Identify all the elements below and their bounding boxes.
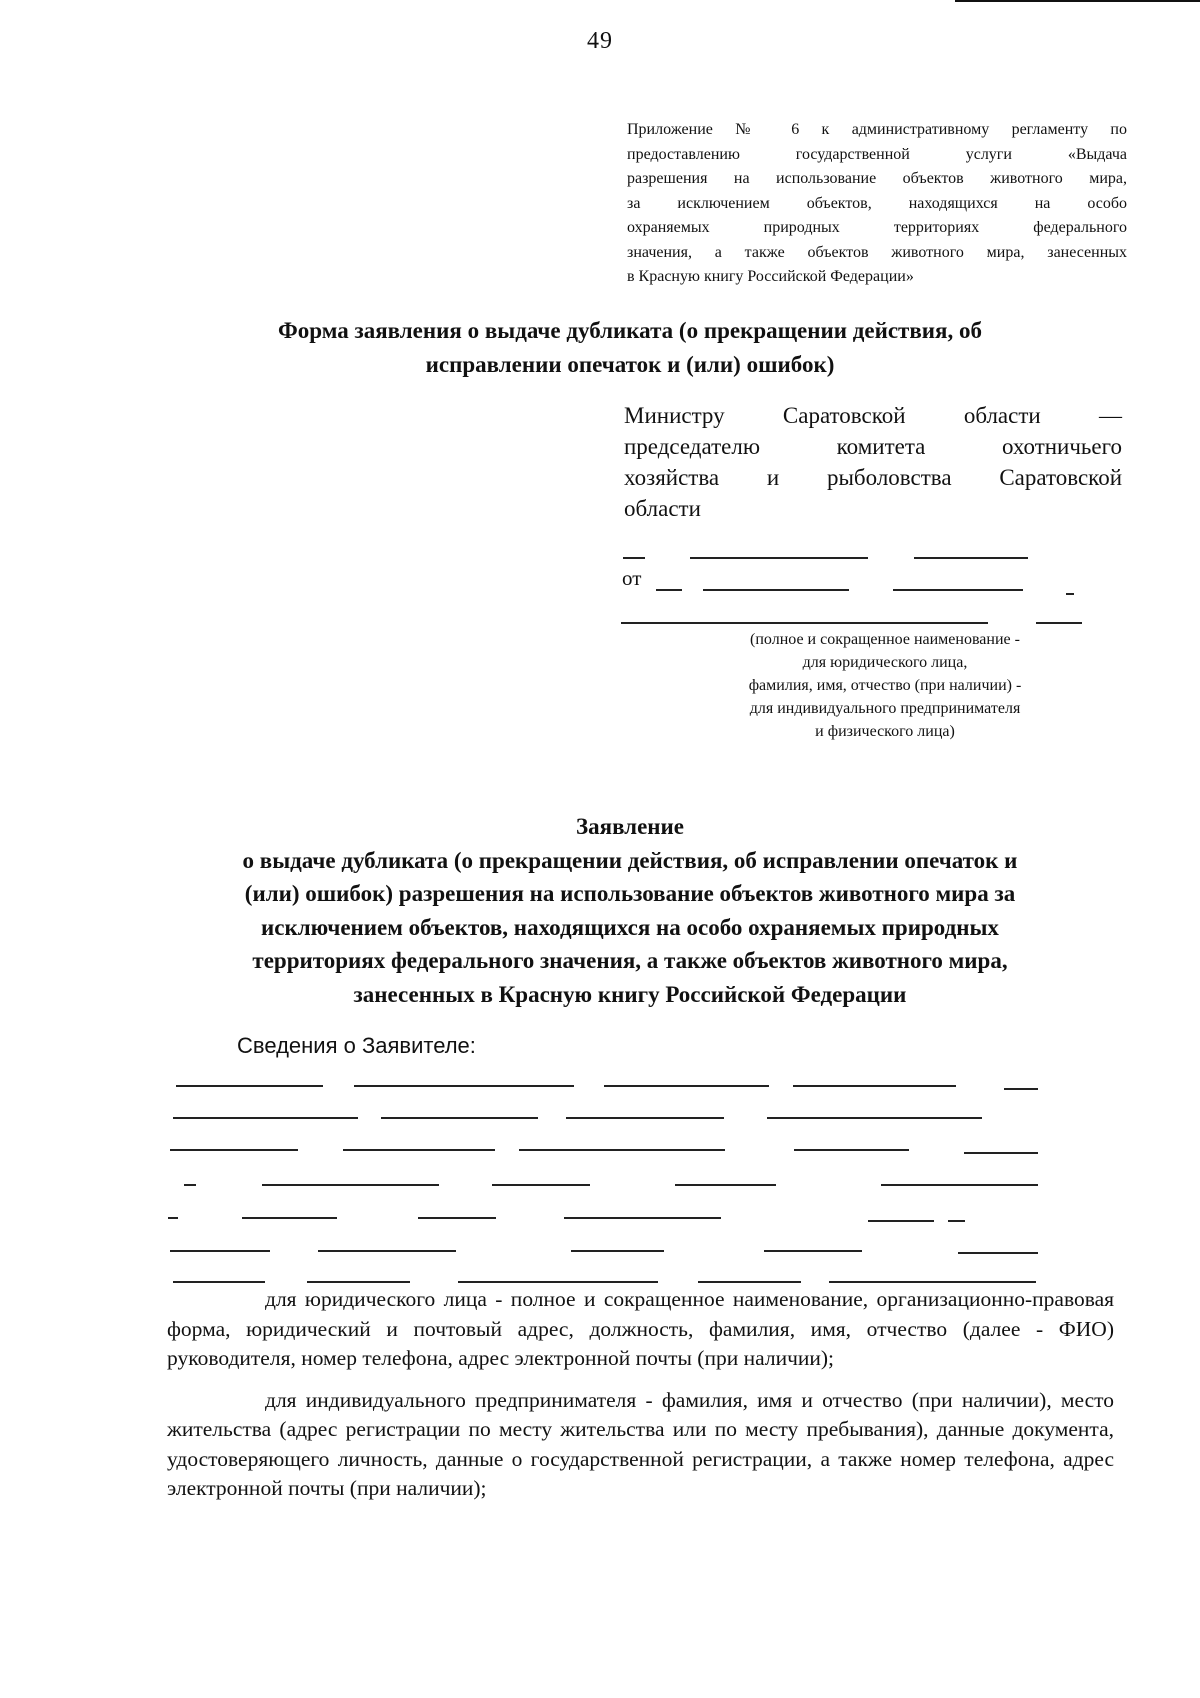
applicant-name-line[interactable]	[621, 622, 988, 624]
blank-line[interactable]	[458, 1281, 658, 1283]
blank-line[interactable]	[381, 1117, 538, 1119]
form-title	[190, 314, 1070, 382]
blank-line[interactable]	[948, 1220, 965, 1222]
blank-line[interactable]	[868, 1220, 934, 1222]
addressee-block	[624, 400, 1122, 524]
appendix-line: в Красную книгу Российской Федерации»	[627, 268, 914, 285]
appendix-line: предоставлению государственной услуги «Выдача	[627, 145, 1127, 163]
addressee-line: Министру Саратовской области —	[624, 403, 1122, 428]
addressee-line: хозяйства и рыболовства Саратовской	[624, 465, 1122, 490]
blank-line[interactable]	[176, 1085, 323, 1087]
blank-line[interactable]	[1004, 1088, 1038, 1090]
blank-line[interactable]	[564, 1217, 721, 1219]
caption-line: (полное и сокращенное наименование -	[750, 631, 1020, 648]
blank-line[interactable]	[184, 1184, 196, 1186]
caption-line: для индивидуального предпринимателя	[749, 700, 1021, 717]
blank-line[interactable]	[354, 1085, 574, 1087]
appendix-reference	[627, 118, 1127, 290]
appendix-line: Приложение № 6 к административному регламенту по	[627, 121, 1127, 138]
blank-line[interactable]	[173, 1117, 358, 1119]
blank-line[interactable]	[170, 1250, 270, 1252]
statement-line: территориях федерального значения, а также объектов животного мира,	[252, 948, 1008, 973]
blank-line[interactable]	[893, 589, 1023, 591]
appendix-line: разрешения на использование объектов животного мира,	[627, 170, 1127, 187]
page-number: 49	[587, 28, 613, 54]
statement-line: (или) ошибок) разрешения на использование объектов животного мира за	[244, 881, 1016, 906]
caption-line: фамилия, имя, отчество (при наличии) -	[748, 677, 1022, 694]
blank-line[interactable]	[604, 1085, 769, 1087]
blank-line[interactable]	[343, 1149, 495, 1151]
blank-line[interactable]	[566, 1117, 724, 1119]
blank-line[interactable]	[623, 557, 645, 559]
entrepreneur-paragraph: для индивидуального предпринимателя - фамилия, имя и отчество (при наличии), место жительства (адрес регистрации по месту жительства или по месту пребывания), данные документа, удостоверяющего личность, данные о государственной регистрации, а также номер телефона, адрес электронной почты (при наличии);	[167, 1387, 1114, 1500]
blank-line[interactable]	[958, 1252, 1038, 1254]
blank-line[interactable]	[794, 1149, 909, 1151]
appendix-line: значения, а также объектов животного мира, занесенных	[627, 243, 1127, 261]
addressee-line: области	[624, 496, 701, 521]
legal-entity-paragraph: для юридического лица - полное и сокращенное наименование, организационно-правовая форма, юридический и почтовый адрес, должность, фамилия, имя, отчество (далее - ФИО) руководителя, номер телефона, адрес электронной почты (при наличии);	[167, 1287, 1114, 1370]
caption-line: и физического лица)	[815, 723, 955, 740]
blank-line[interactable]	[519, 1149, 725, 1151]
blank-line[interactable]	[914, 557, 1028, 559]
statement-line: занесенных в Красную книгу Российской Федерации	[353, 981, 907, 1007]
blank-line[interactable]	[881, 1184, 1038, 1186]
statement-heading: Заявление	[575, 814, 685, 839]
blank-line[interactable]	[571, 1250, 664, 1252]
form-title-line: исправлении опечаток и (или) ошибок)	[425, 352, 835, 377]
blank-line[interactable]	[168, 1217, 178, 1219]
blank-line[interactable]	[793, 1085, 956, 1087]
blank-line[interactable]	[307, 1281, 410, 1283]
blank-line[interactable]	[170, 1149, 298, 1151]
applicant-name-line[interactable]	[1036, 622, 1082, 624]
blank-line[interactable]	[173, 1281, 265, 1283]
blank-line[interactable]	[675, 1184, 776, 1186]
applicant-info-label: Сведения о Заявителе:	[237, 1033, 476, 1058]
applicant-caption	[680, 628, 1090, 743]
blank-line[interactable]	[698, 1281, 801, 1283]
blank-line[interactable]	[656, 589, 682, 591]
blank-line[interactable]	[1066, 593, 1074, 595]
statement-line: о выдаче дубликата (о прекращении действия, об исправлении опечаток и	[242, 847, 1018, 873]
blank-line[interactable]	[964, 1152, 1038, 1154]
from-label: от	[622, 566, 642, 590]
appendix-line: за исключением объектов, находящихся на особо	[627, 194, 1127, 212]
blank-line[interactable]	[764, 1250, 862, 1252]
blank-line[interactable]	[418, 1217, 496, 1219]
top-edge-rule	[955, 0, 1200, 2]
applicant-info-instructions	[167, 1285, 1114, 1516]
blank-line[interactable]	[829, 1281, 1036, 1283]
blank-line[interactable]	[690, 557, 868, 559]
addressee-line: председателю комитета охотничьего	[624, 434, 1122, 459]
form-title-line: Форма заявления о выдаче дубликата (о прекращении действия, об	[278, 318, 982, 343]
statement-title	[190, 810, 1070, 1011]
blank-line[interactable]	[767, 1117, 982, 1119]
statement-line: исключением объектов, находящихся на особо охраняемых природных	[261, 914, 999, 940]
blank-line[interactable]	[242, 1217, 337, 1219]
blank-line[interactable]	[318, 1250, 456, 1252]
caption-line: для юридического лица,	[802, 654, 968, 671]
blank-line[interactable]	[492, 1184, 590, 1186]
appendix-line: охраняемых природных территориях федерального	[627, 219, 1127, 236]
blank-line[interactable]	[262, 1184, 439, 1186]
blank-line[interactable]	[703, 589, 849, 591]
